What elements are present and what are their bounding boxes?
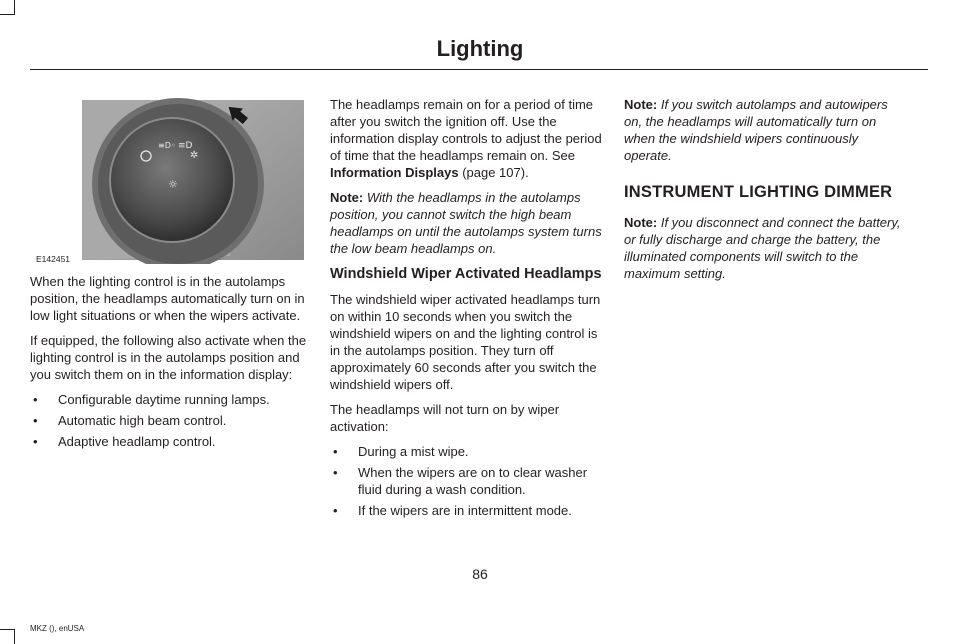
column-right (624, 96, 902, 290)
feature-list (30, 391, 308, 450)
svg-text:≡D◦: ≡D◦ (158, 141, 176, 150)
svg-text:≡D: ≡D (178, 141, 193, 151)
column-left (30, 273, 308, 458)
list-item: • When the wipers are on to clear washer fluid during a wash condition. (333, 465, 588, 497)
page-title: Lighting (436, 36, 524, 61)
lighting-control-illustration (30, 96, 308, 264)
crop-mark-top-left (0, 0, 15, 15)
exception-list (330, 443, 608, 519)
note-battery: Note: If you disconnect and connect the battery, or fully discharge and charge the battery, the illuminated components will switch to the maximum setting. (624, 215, 901, 281)
svg-text:✲: ✲ (190, 150, 199, 161)
paragraph-will-not-turn-on: The headlamps will not turn on by wiper activation: (330, 402, 560, 434)
note-autowipers: Note: If you switch autolamps and autowipers on, the headlamps will automatically turn on when the windshield wipers continuously operate. (624, 97, 888, 163)
list-item: • During a mist wipe. (333, 444, 469, 459)
paragraph-wiper-activated: The windshield wiper activated headlamps turn on within 10 seconds when you switch the windshield wipers on and the lighting control is in the autolamps position. They turn off approximately 60 seconds after you switch the windshield wipers off. (330, 292, 601, 392)
list-item: • Configurable daytime running lamps. (33, 392, 270, 407)
paragraph-headlamp-delay: The headlamps remain on for a period of time after you switch the ignition off. Use the information display controls to adjust the period of time that the headlamps remain on. See Information Displays (page 107). (330, 97, 602, 180)
document-code: MKZ (), enUSA (30, 624, 85, 633)
header-divider (30, 69, 928, 70)
list-item: • If the wipers are in intermittent mode. (333, 503, 572, 518)
paragraph-if-equipped: If equipped, the following also activate when the lighting control is in the autolamps position and you switch them on in the information display: (30, 333, 307, 382)
list-item: • Automatic high beam control. (33, 413, 227, 428)
crop-mark-bottom-left (0, 629, 15, 644)
svg-text:☼: ☼ (168, 178, 178, 191)
page-number: 86 (472, 566, 488, 582)
list-item: • Adaptive headlamp control. (33, 434, 216, 449)
cross-reference-link[interactable]: Information Displays (330, 165, 459, 180)
note-high-beam: Note: With the headlamps in the autolamps position, you cannot switch the high beam headlamps on until the autolamps system turns the low beam headlamps on. (330, 190, 602, 256)
column-middle (330, 96, 608, 527)
section-heading-dimmer: INSTRUMENT LIGHTING DIMMER (624, 183, 893, 201)
paragraph-autolamps: When the lighting control is in the autolamps position, the headlamps automatically turn on in low light situations or when the wipers activate. (30, 274, 305, 323)
figure-code: E142451 (36, 254, 71, 264)
section-heading-wiper-headlamps: Windshield Wiper Activated Headlamps (330, 266, 602, 282)
lighting-control-figure (30, 96, 308, 264)
